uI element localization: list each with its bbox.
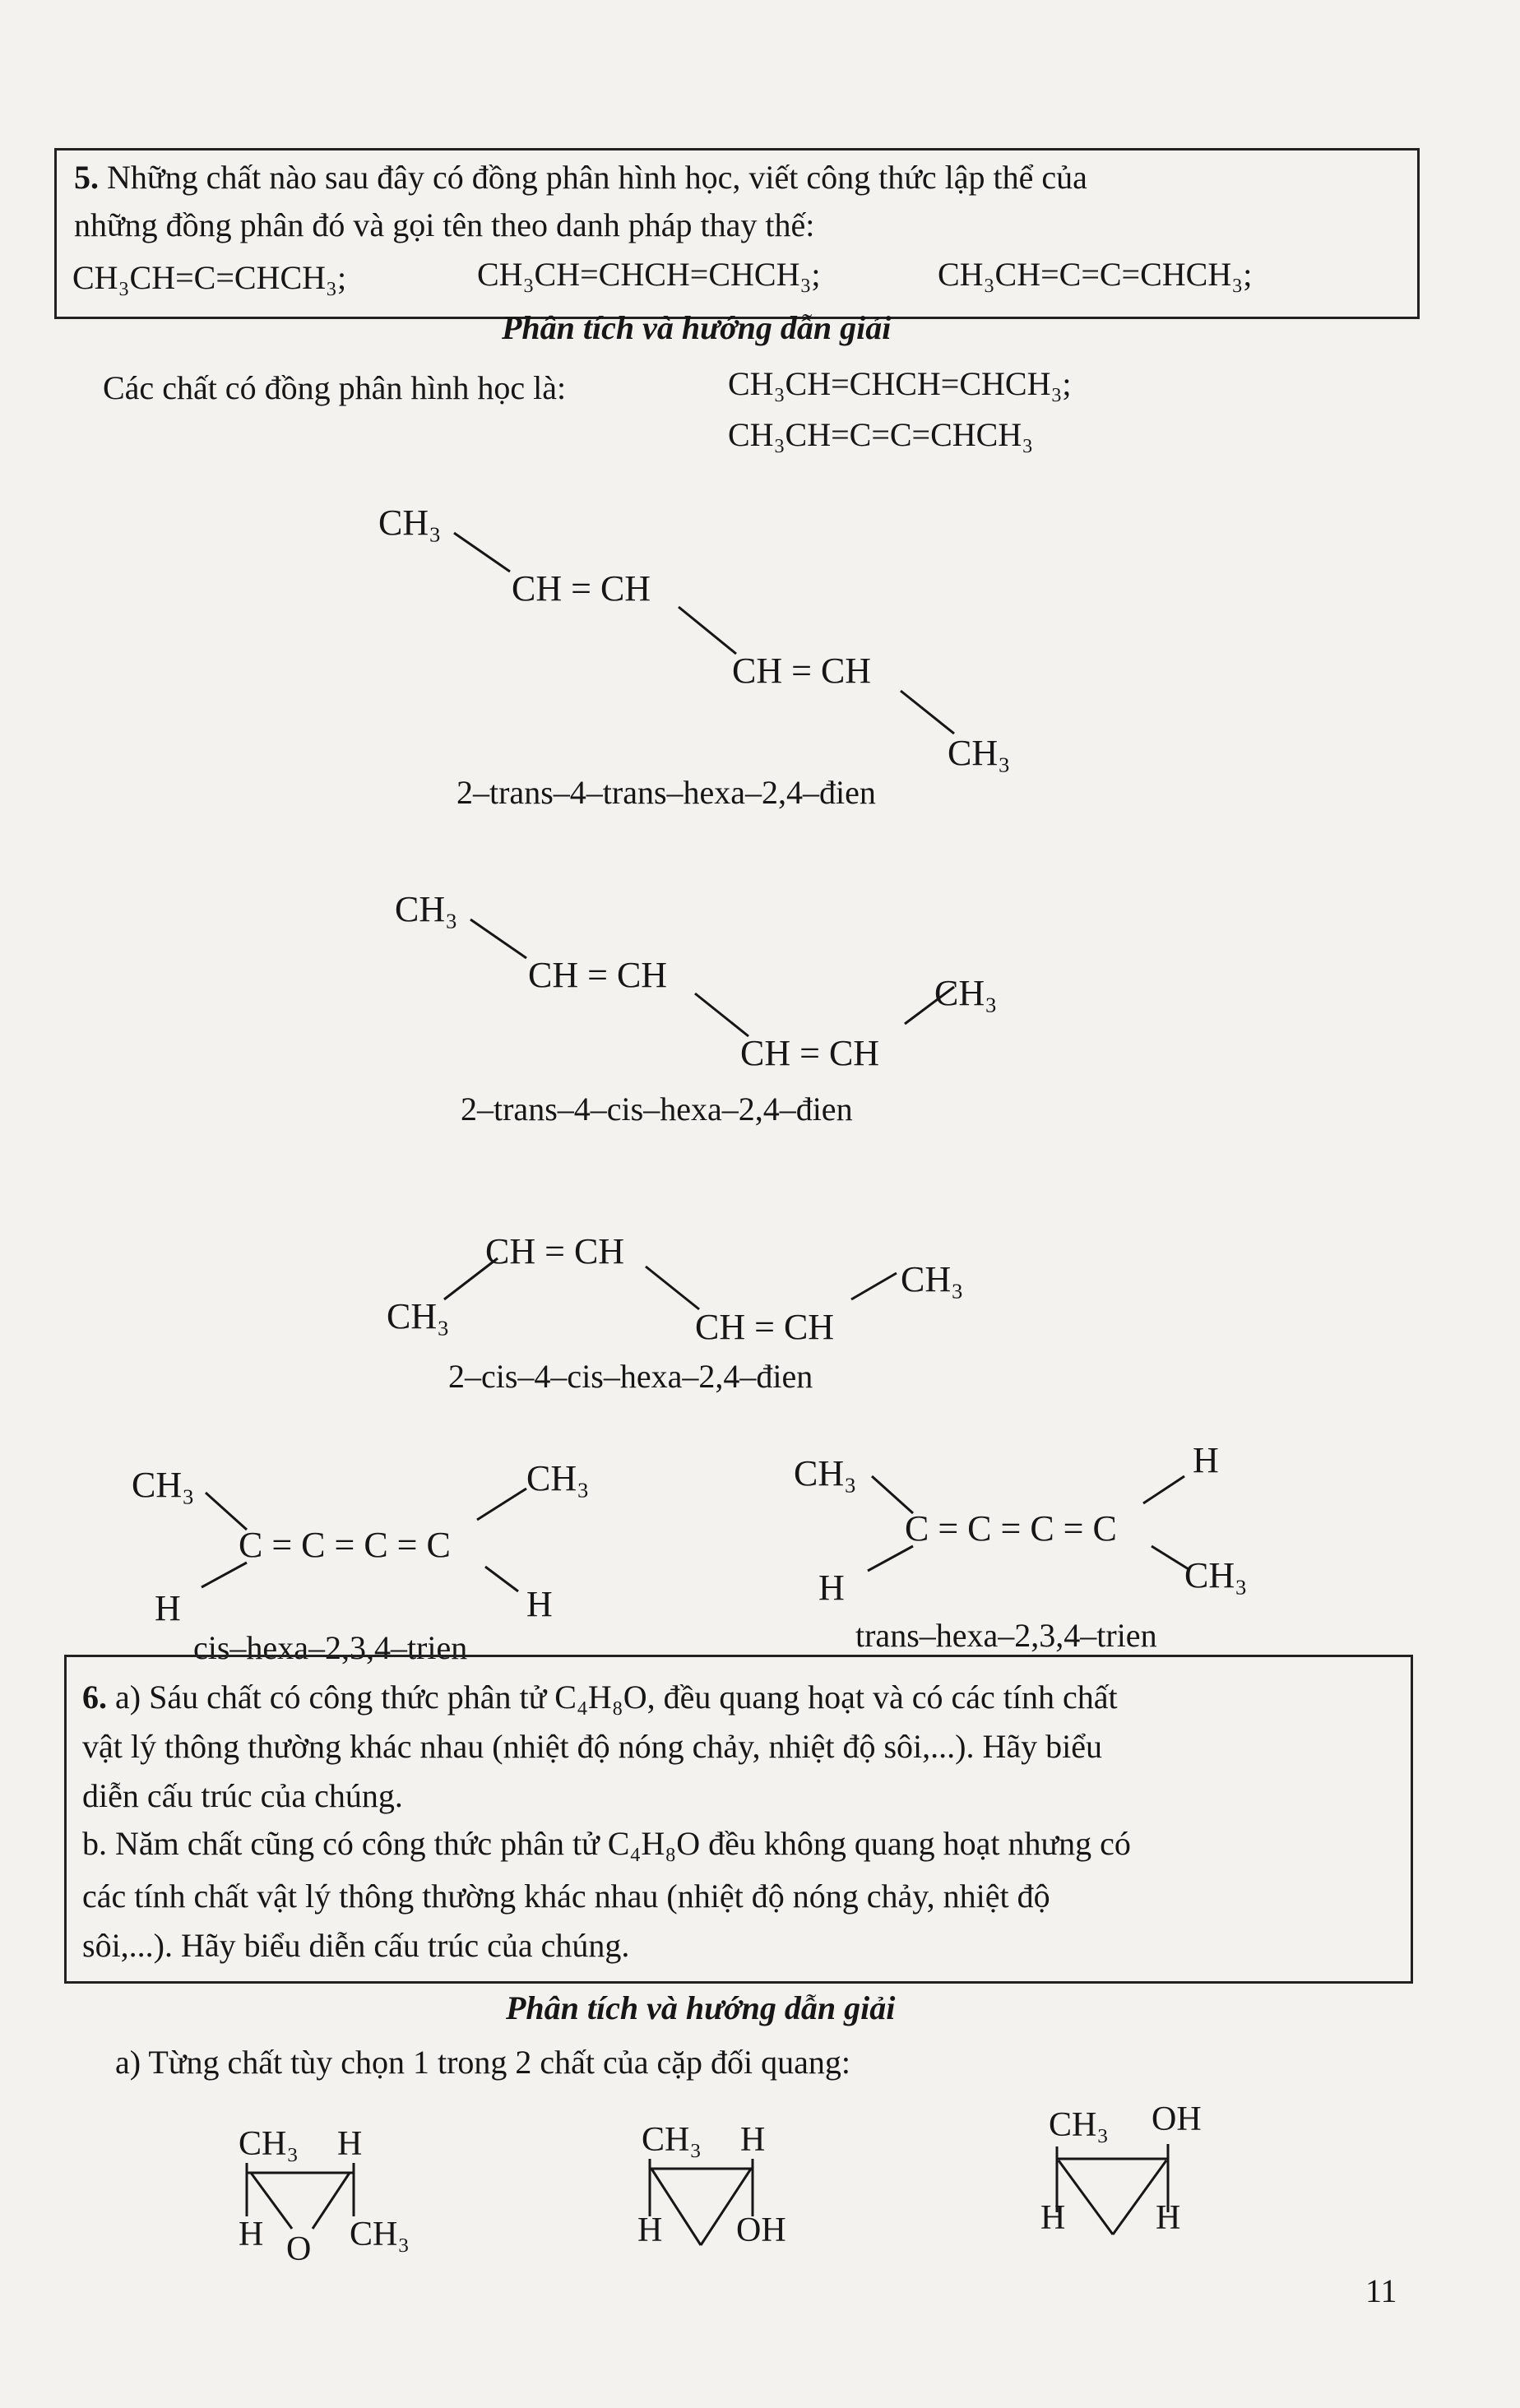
s5-bond-2 — [868, 1546, 913, 1571]
s3-ch-ch-2: CH = CH — [695, 1307, 835, 1347]
s3-bond-3 — [851, 1273, 897, 1299]
problem-6-number: 6. — [82, 1679, 107, 1716]
s2-bond-1 — [470, 919, 526, 958]
problem-6-line-2: vật lý thông thường khác nhau (nhiệt độ nóng chảy, nhiệt độ sôi,...). Hãy biểu — [82, 1728, 1102, 1765]
s4-bond-2 — [202, 1563, 247, 1587]
s1-ch-ch-1: CH = CH — [512, 568, 651, 609]
answer-6a: a) Từng chất tùy chọn 1 trong 2 chất của cặp đối quang: — [115, 2044, 851, 2081]
ring-epoxide — [222, 2114, 469, 2278]
ring-cyclopropanol-1 — [625, 2109, 839, 2274]
s5-bond-4 — [1152, 1546, 1189, 1569]
r2-tr: H — [740, 2121, 766, 2159]
r1-o: O — [286, 2230, 312, 2268]
s4-chain: C = C = C = C — [239, 1525, 451, 1565]
ring-cyclopropanol-2 — [1032, 2093, 1263, 2258]
r2-bl: H — [637, 2211, 663, 2249]
s3-ch3-left: CH₃ — [387, 1296, 450, 1336]
problem-6-text-1: a) Sáu chất có công thức phân tử C₄H₈O, đều quang hoạt và có các tính chất — [115, 1679, 1118, 1716]
s4-bond-4 — [485, 1567, 518, 1591]
s4-h-right: H — [526, 1584, 553, 1624]
guide-heading-1: Phân tích và hướng dẫn giải — [502, 309, 892, 346]
answer-5-formula-a: CH₃CH=CHCH=CHCH₃; — [728, 365, 1072, 402]
s2-ch-ch-2: CH = CH — [740, 1033, 880, 1073]
s1-ch-ch-2: CH = CH — [732, 651, 872, 691]
s3-name: 2–cis–4–cis–hexa–2,4–đien — [448, 1358, 813, 1395]
s4-h-left: H — [155, 1588, 181, 1628]
s2-ch-ch-1: CH = CH — [528, 955, 668, 995]
structure-cis-triene — [115, 1447, 691, 1637]
s2-ch3-right: CH₃ — [934, 973, 998, 1013]
r3-tr: OH — [1152, 2100, 1202, 2138]
s3-ch-ch-1: CH = CH — [485, 1231, 625, 1271]
s1-ch3-bottom: CH₃ — [948, 733, 1011, 773]
structure-trans-trans-diene — [362, 493, 1102, 790]
problem-5-text-1: Những chất nào sau đây có đồng phân hình học, viết công thức lập thể của — [107, 159, 1087, 196]
s1-ch3-top: CH₃ — [378, 502, 442, 543]
s1-bond-1 — [454, 533, 510, 572]
r3-tl: CH₃ — [1049, 2106, 1109, 2144]
problem-6-line-4: b. Năm chất cũng có công thức phân tử C₄H₈O đều không quang hoạt nhưng có — [82, 1825, 1131, 1862]
problem-5-number: 5. — [74, 159, 99, 196]
s5-bond-3 — [1143, 1476, 1184, 1503]
s3-bond-2 — [646, 1267, 699, 1309]
s1-bond-3 — [901, 691, 954, 734]
guide-heading-2: Phân tích và hướng dẫn giải — [506, 1989, 896, 2026]
s5-h-right: H — [1193, 1440, 1219, 1480]
s4-ch3-right: CH₃ — [526, 1458, 590, 1498]
problem-5-formula-3: CH₃CH=C=C=CHCH₃; — [938, 256, 1253, 293]
problem-5-line-2: những đồng phân đó và gọi tên theo danh pháp thay thế: — [74, 206, 815, 243]
s2-name: 2–trans–4–cis–hexa–2,4–đien — [461, 1091, 853, 1128]
answer-5-intro: Các chất có đồng phân hình học là: — [103, 369, 567, 406]
r3-bond-v-left — [1059, 2160, 1113, 2234]
s4-ch3-left: CH₃ — [132, 1465, 195, 1505]
structure-trans-triene — [790, 1431, 1382, 1620]
problem-6-line-6: sôi,...). Hãy biểu diễn cấu trúc của chúng. — [82, 1927, 630, 1964]
r3-br: H — [1156, 2199, 1181, 2237]
r1-bond-o-right — [313, 2173, 350, 2229]
s5-ch3-left: CH₃ — [794, 1453, 857, 1493]
problem-6-line-5: các tính chất vật lý thông thường khác nhau (nhiệt độ nóng chảy, nhiệt độ — [82, 1878, 1050, 1915]
problem-5-formula-1: CH₃CH=C=CHCH₃; — [72, 259, 347, 296]
s5-name: trans–hexa–2,3,4–trien — [855, 1617, 1157, 1654]
r1-tr: H — [337, 2125, 363, 2163]
s2-bond-2 — [695, 993, 748, 1036]
r1-bl: H — [239, 2216, 264, 2253]
problem-6-line-1 — [82, 1678, 1118, 1717]
answer-5-formula-b: CH₃CH=C=C=CHCH₃ — [728, 416, 1034, 453]
s5-h-left: H — [818, 1568, 845, 1608]
s2-ch3-top: CH₃ — [395, 889, 458, 929]
structure-trans-cis-diene — [378, 880, 1119, 1094]
problem-5-formula-2: CH₃CH=CHCH=CHCH₃; — [477, 256, 821, 293]
r2-br: OH — [736, 2211, 786, 2249]
s1-bond-2 — [679, 607, 736, 654]
problem-5-line-1 — [74, 158, 1087, 197]
s1-name: 2–trans–4–trans–hexa–2,4–đien — [456, 774, 876, 811]
r2-tl: CH₃ — [642, 2121, 702, 2159]
s3-bond-1 — [444, 1258, 498, 1299]
r3-bl: H — [1040, 2199, 1066, 2237]
s5-chain: C = C = C = C — [905, 1508, 1117, 1549]
s3-ch3-right: CH₃ — [901, 1259, 964, 1299]
page-number: 11 — [1365, 2272, 1397, 2309]
s4-name: cis–hexa–2,3,4–trien — [193, 1629, 468, 1666]
s4-bond-3 — [477, 1489, 526, 1520]
s5-ch3-right: CH₃ — [1184, 1555, 1248, 1595]
problem-6-line-3: diễn cấu trúc của chúng. — [82, 1777, 403, 1814]
r1-tl: CH₃ — [239, 2125, 299, 2163]
r1-br: CH₃ — [350, 2216, 410, 2253]
